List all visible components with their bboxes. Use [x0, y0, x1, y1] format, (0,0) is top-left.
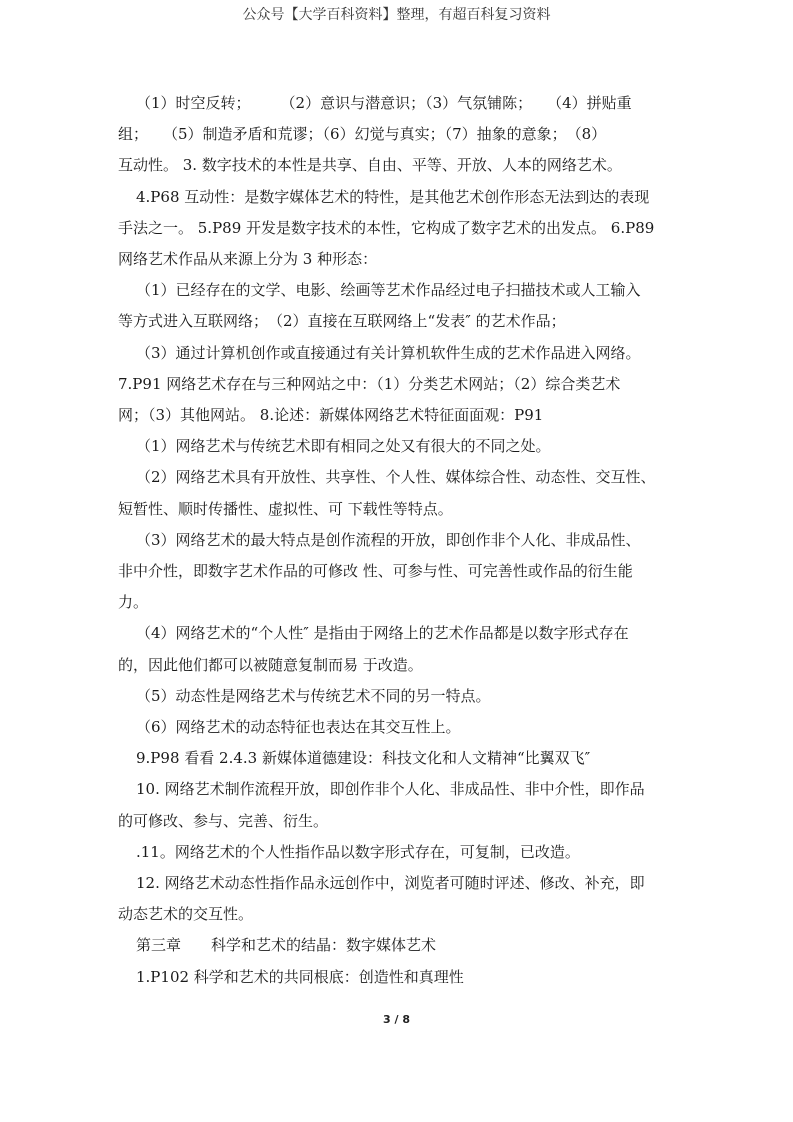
text-line: 9.P98 看看 2.4.3 新媒体道德建设：科技文化和人文精神“比翼双飞″ [136, 749, 591, 768]
text-line: 12. 网络艺术动态性指作品永远创作中，浏览者可随时评述、修改、补充，即 [136, 874, 645, 893]
text-line: 非中介性，即数字艺术作品的可修改 性、可参与性、可完善性或作品的衍生能 [118, 562, 633, 581]
text-line: 网络艺术作品从来源上分为 3 种形态： [118, 250, 378, 269]
text-line: 第三章 科学和艺术的结晶：数字媒体艺术 [136, 936, 437, 955]
text-line: 1.P102 科学和艺术的共同根底：创造性和真理性 [136, 967, 464, 986]
text-line: 手法之一。 5.P89 开发是数字技术的本性，它构成了数字艺术的出发点。 6.P89 [118, 218, 655, 237]
text-line: 组； （5）制造矛盾和荒谬；（6）幻觉与真实；（7）抽象的意象； （8） [118, 125, 607, 144]
text-line: （4）网络艺术的“个人性″ 是指由于网络上的艺术作品都是以数字形式存在 [136, 624, 629, 643]
text-line: （1）网络艺术与传统艺术即有相同之处又有很大的不同之处。 [136, 437, 551, 456]
text-line: 互动性。 3. 数字技术的本性是共享、自由、平等、开放、人本的网络艺术。 [118, 156, 622, 175]
text-line: （1）时空反转； （2）意识与潜意识；（3）气氛铺陈； （4）拼贴重 [136, 94, 632, 112]
document-body [118, 88, 678, 993]
text-line: 的，因此他们都可以被随意复制而易 于改造。 [118, 655, 423, 674]
text-line: 10. 网络艺术制作流程开放，即创作非个人化、非成品性、非中介性，即作品 [136, 780, 645, 799]
text-line: 短暂性、顺时传播性、虚拟性、可 下载性等特点。 [118, 499, 453, 518]
text-line: 的可修改、参与、完善、衍生。 [118, 811, 329, 830]
text-line: 力。 [118, 593, 149, 612]
text-line: 网；（3）其他网站。 8.论述：新媒体网络艺术特征面面观：P91 [118, 406, 544, 425]
text-line: （5）动态性是网络艺术与传统艺术不同的另一特点。 [136, 686, 491, 705]
page-header: 公众号【大学百科资料】整理，有超百科复习资料 [242, 7, 551, 23]
text-line: （3）通过计算机创作或直接通过有关计算机软件生成的艺术作品进入网络。 [136, 343, 641, 362]
text-line: （2）网络艺术具有开放性、共享性、个人性、媒体综合性、动态性、交互性、 [136, 468, 656, 487]
text-line: （6）网络艺术的动态特征也表达在其交互性上。 [136, 718, 461, 737]
text-line: 等方式进入互联网络； （2）直接在互联网络上“发表″ 的艺术作品； [118, 312, 566, 331]
page-number: 3 / 8 [383, 1013, 410, 1026]
text-line: （1）已经存在的文学、电影、绘画等艺术作品经过电子扫描技术或人工输入 [136, 281, 641, 300]
text-line: 4.P68 互动性：是数字媒体艺术的特性，是其他艺术创作形态无法到达的表现 [136, 187, 650, 206]
text-line: 动态艺术的交互性。 [118, 905, 254, 924]
text-line: .11。网络艺术的个人性指作品以数字形式存在，可复制，已改造。 [136, 842, 580, 861]
text-line: 7.P91 网络艺术存在与三种网站之中：（1）分类艺术网站；（2）综合类艺术 [118, 374, 621, 393]
text-line: （3）网络艺术的最大特点是创作流程的开放，即创作非个人化、非成品性、 [136, 530, 641, 549]
